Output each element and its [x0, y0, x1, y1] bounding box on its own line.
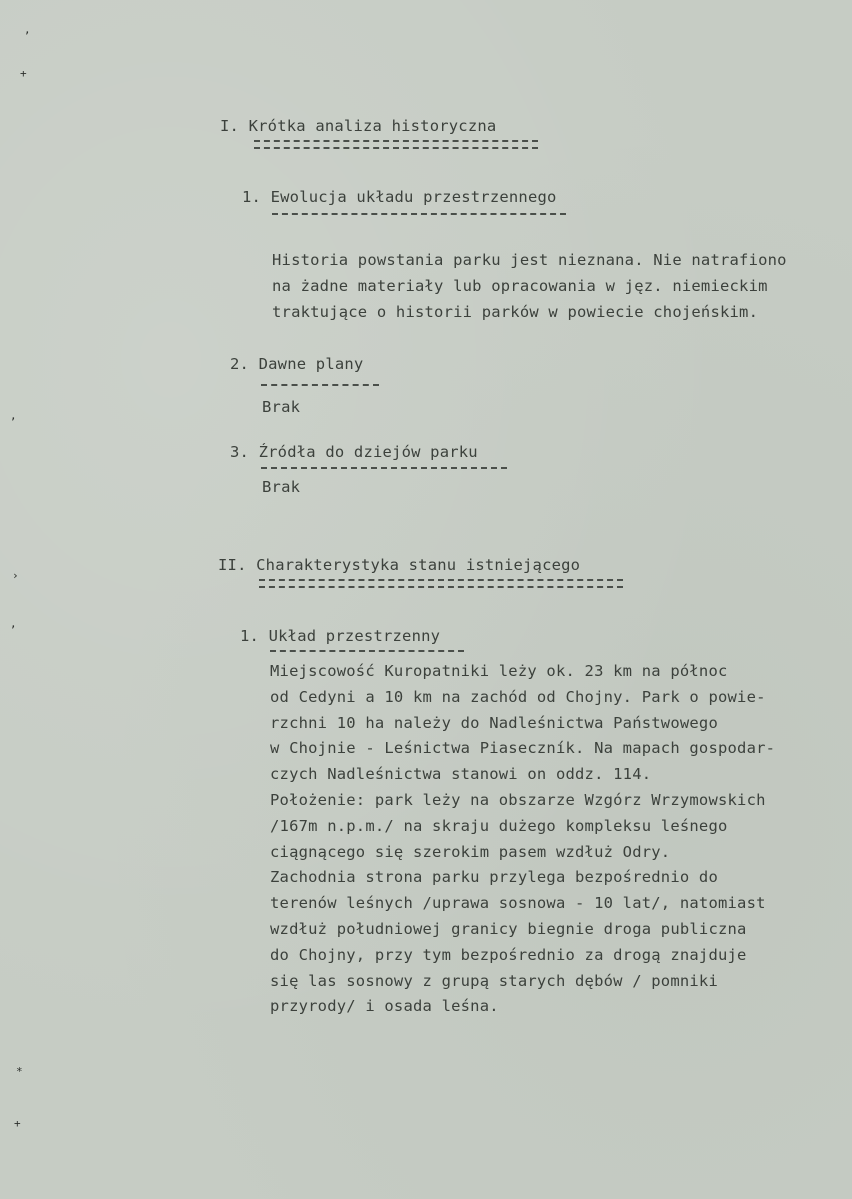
margin-mark: +: [14, 1117, 21, 1130]
paragraph-line: wzdłuż południowej granicy biegnie droga publiczna: [270, 919, 747, 938]
margin-mark: +: [20, 67, 27, 80]
item-2-1-paragraph: [270, 659, 775, 1020]
item-1-1-underline: [272, 213, 566, 215]
paragraph-line: ciągnącego się szerokim pasem wzdłuż Odry.: [270, 842, 671, 861]
paragraph-line: Zachodnia strona parku przylega bezpośrednio do: [270, 868, 718, 887]
margin-mark: ,: [24, 23, 31, 36]
paragraph-line: w Chojnie - Leśnictwa Piaseczník. Na mapach gospodar-: [270, 739, 776, 758]
paragraph-line: do Chojny, przy tym bezpośrednio za drogą znajduje: [270, 945, 747, 964]
item-1-2-text: Brak: [262, 398, 301, 416]
paragraph-line: Położenie: park leży na obszarze Wzgórz Wrzymowskich: [270, 790, 766, 809]
margin-mark: *: [16, 1065, 23, 1078]
item-1-1-paragraph: [272, 248, 787, 325]
paragraph-line: od Cedyni a 10 km na zachód od Chojny. Park o powie-: [270, 687, 766, 706]
margin-mark: ›: [12, 569, 19, 582]
section-1-underline: [254, 140, 538, 149]
item-1-2-underline: [261, 384, 379, 386]
item-1-1-heading: 1. Ewolucja układu przestrzennego: [242, 188, 557, 206]
item-2-1-underline: [270, 650, 464, 652]
item-1-3-text: Brak: [262, 478, 301, 496]
section-1-heading: I. Krótka analiza historyczna: [220, 117, 497, 135]
paragraph-line: traktujące o historii parków w powiecie chojeńskim.: [272, 302, 759, 321]
paragraph-line: się las sosnowy z grupą starych dębów / pomniki: [270, 971, 718, 990]
item-1-3-heading: 3. Źródła do dziejów parku: [230, 443, 478, 461]
margin-mark: ,: [10, 617, 17, 630]
paragraph-line: rzchni 10 ha należy do Nadleśnictwa Państwowego: [270, 713, 718, 732]
item-1-3-underline: [261, 467, 507, 469]
paragraph-line: /167m n.p.m./ na skraju dużego kompleksu leśnego: [270, 816, 728, 835]
paragraph-line: Miejscowość Kuropatniki leży ok. 23 km na północ: [270, 662, 728, 680]
item-1-2-heading: 2. Dawne plany: [230, 355, 364, 373]
paragraph-line: czych Nadleśnictwa stanowi on oddz. 114.: [270, 765, 652, 784]
section-2-underline: [259, 579, 623, 588]
paragraph-line: terenów leśnych /uprawa sosnowa - 10 lat/, natomiast: [270, 894, 766, 913]
paragraph-line: Historia powstania parku jest nieznana. Nie natrafiono: [272, 251, 787, 269]
item-2-1-heading: 1. Układ przestrzenny: [240, 627, 441, 645]
paragraph-line: na żadne materiały lub opracowania w jęz. niemieckim: [272, 276, 768, 295]
section-2-heading: II. Charakterystyka stanu istniejącego: [218, 556, 581, 574]
margin-mark: ,: [10, 409, 17, 422]
paragraph-line: przyrody/ i osada leśna.: [270, 997, 499, 1016]
